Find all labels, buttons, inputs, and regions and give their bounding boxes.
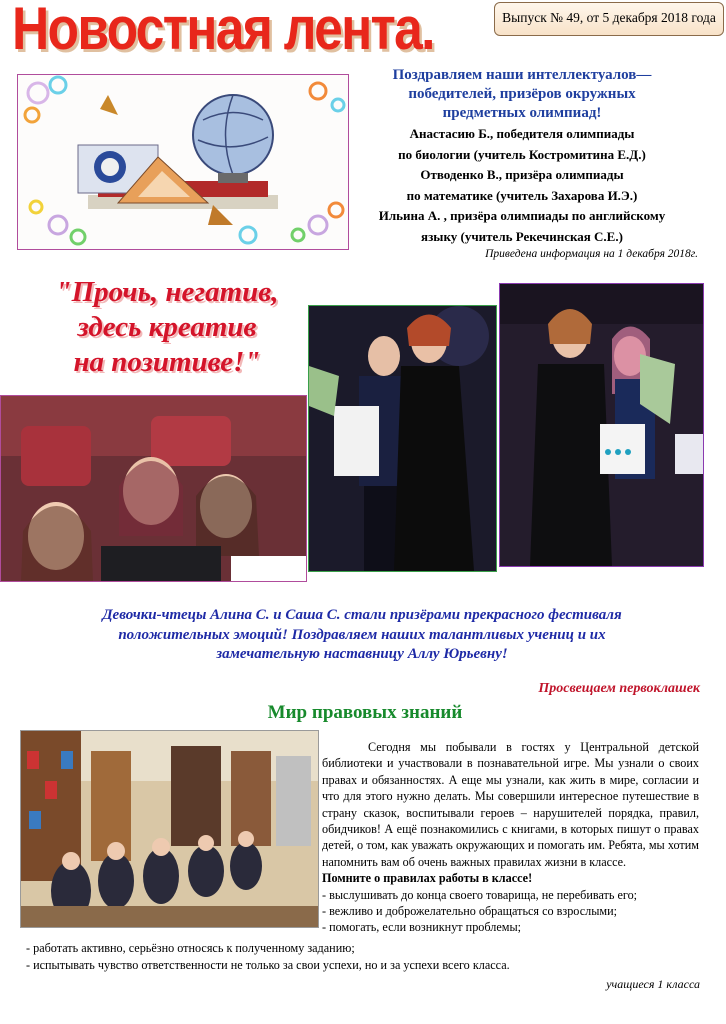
issue-label: Выпуск № 49, от 5 декабря 2018 года — [494, 2, 724, 36]
article-signature: учащиеся 1 класса — [606, 977, 700, 991]
olympiad-line: Отводенко В., призёра олимпиады — [420, 167, 624, 182]
olympiad-line: по биологии (учитель Костромитина Е.Д.) — [398, 146, 646, 162]
olympiad-heading-line: победителей, призёров окружных — [408, 86, 636, 102]
rules-heading: Помните о правилах работы в классе! — [322, 871, 533, 886]
rule-item: - испытывать чувство ответственности не только за свои успехи, но и за успехи всего класса. — [26, 958, 510, 972]
caption-line: замечательную наставницу Аллу Юрьевну! — [216, 646, 508, 662]
photo-award-left — [308, 305, 497, 572]
rule-item: - помогать, если возникнут проблемы; — [322, 920, 522, 935]
slogan — [32, 275, 302, 380]
olympiad-heading-line: предметных олимпиад! — [442, 105, 602, 121]
olympiad-note: Приведена информация на 1 декабря 2018г. — [485, 248, 698, 260]
olympiad-line: по математике (учитель Захарова И.Э.) — [406, 187, 638, 203]
olympiad-illustration — [17, 74, 349, 250]
olympiad-line: Ильина А. , призёра олимпиады по английскому — [378, 208, 666, 223]
article-paragraph: Сегодня мы побывали в гостях у Центральной детской библиотеки и участвовали в познавательной игре. Мы узнали о своих правах и обязанностях. А еще мы узнали, как жить в мире, согласии и что для этого нужно делать. Мы совершили интересное путешествие в страну сказок, воспитывали героев – нарушителей порядка, правил, обидчиков! А ещё познакомились с книгами, в которых пишут о правах детей, о том, как уважать окружающих и помогать им. Ребята, мы хотим напомнить вам об очень важных правилах жизни в классе. — [322, 740, 699, 869]
slogan-line: здесь креатив — [77, 311, 257, 343]
olympiad-line: Анастасию Б., победителя олимпиады — [409, 126, 635, 141]
rule-item: - работать активно, серьёзно относясь к полученному заданию; — [26, 941, 355, 955]
slogan-line: на позитиве!" — [73, 346, 261, 378]
olympiad-heading-line: Поздравляем наши интеллектуалов— — [392, 67, 652, 83]
olympiad-line: языку (учитель Рекечинская С.Е.) — [421, 228, 623, 244]
olympiad-heading — [352, 66, 692, 123]
photo-library-children — [20, 730, 319, 928]
rule-item: - вежливо и доброжелательно обращаться со взрослыми; — [322, 904, 617, 919]
article-body — [322, 739, 699, 936]
masthead-title: Новостная лента. — [12, 0, 434, 62]
section-title: Мир правовых знаний — [267, 702, 463, 723]
olympiad-winners — [352, 124, 692, 247]
rule-item: - выслушивать до конца своего товарища, не перебивать его; — [322, 887, 638, 902]
caption-line: положительных эмоций! Поздравляем наших талантливых учениц и их — [118, 626, 606, 643]
photo-caption — [40, 606, 684, 665]
photo-award-right — [499, 283, 704, 567]
caption-line: Девочки-чтецы Алина С. и Саша С. стали призёрами прекрасного фестиваля — [102, 607, 622, 623]
photo-girls-auditorium — [0, 395, 307, 582]
section-kicker: Просвещаем первоклашек — [538, 681, 700, 696]
slogan-line: "Прочь, негатив, — [55, 276, 279, 308]
